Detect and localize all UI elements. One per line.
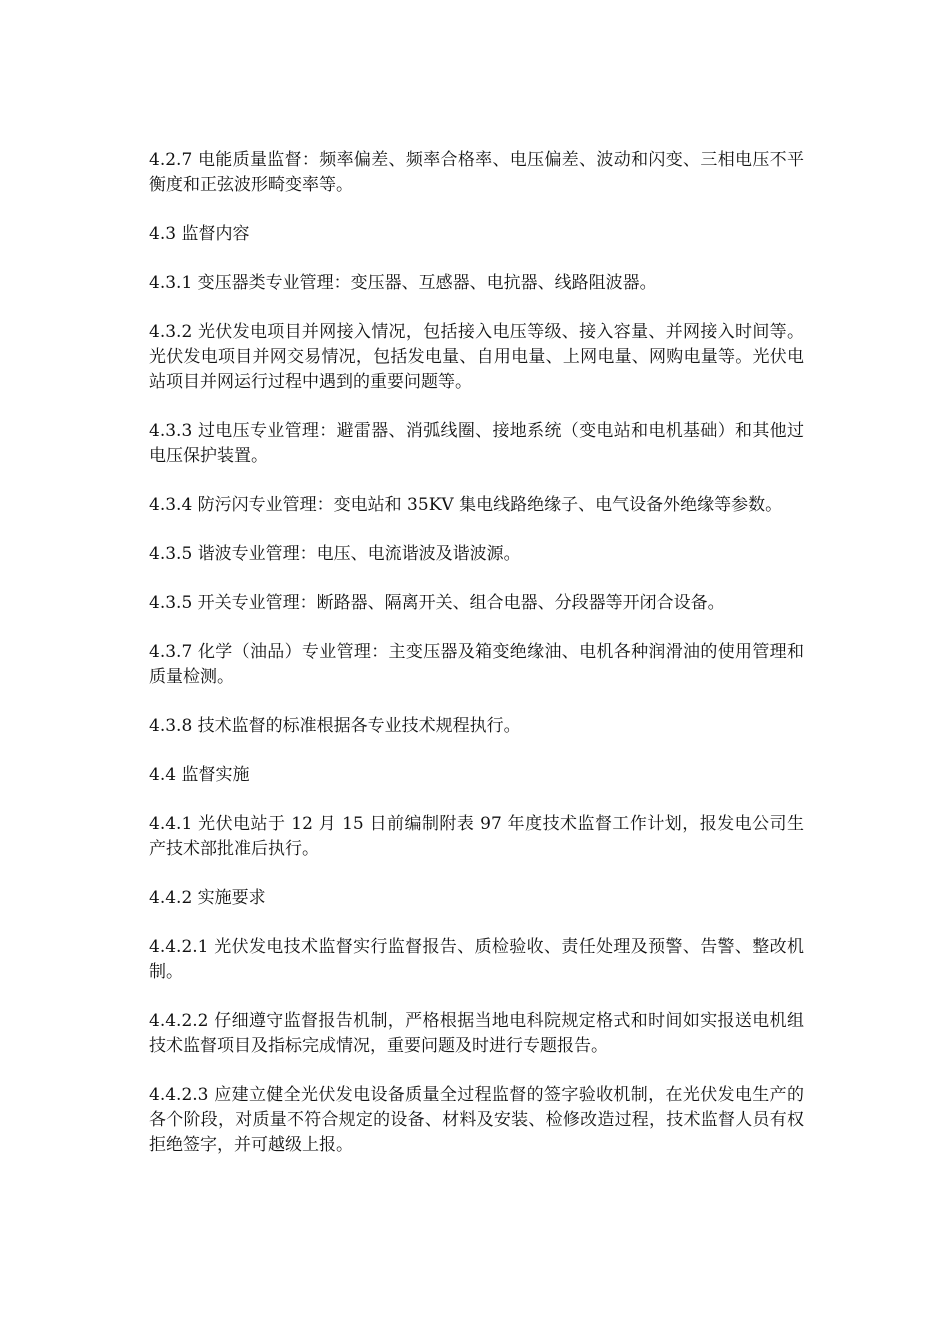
heading-4-4-2: 4.4.2 实施要求 bbox=[149, 888, 266, 908]
paragraph-4-2-7: 4.2.7 电能质量监督：频率偏差、频率合格率、电压偏差、波动和闪变、三相电压不平衡度和正弦波形畸变率等。 bbox=[149, 150, 804, 195]
paragraph-4-3-2: 4.3.2 光伏发电项目并网接入情况，包括接入电压等级、接入容量、并网接入时间等。光伏发电项目并网交易情况，包括发电量、自用电量、上网电量、网购电量等。光伏电站项目并网运行过程中遇到的重要问题等。 bbox=[149, 322, 804, 392]
paragraph-4-4-1: 4.4.1 光伏电站于 12 月 15 日前编制附表 97 年度技术监督工作计划，报发电公司生产技术部批准后执行。 bbox=[149, 814, 804, 859]
paragraph-4-4-2-3: 4.4.2.3 应建立健全光伏发电设备质量全过程监督的签字验收机制，在光伏发电生产的各个阶段，对质量不符合规定的设备、材料及安装、检修改造过程，技术监督人员有权拒绝签字，并可越级上报。 bbox=[149, 1085, 804, 1155]
paragraph-4-3-4: 4.3.4 防污闪专业管理：变电站和 35KV 集电线路绝缘子、电气设备外绝缘等参数。 bbox=[149, 495, 783, 515]
document-page bbox=[149, 148, 804, 1182]
paragraph-4-3-3: 4.3.3 过电压专业管理：避雷器、消弧线圈、接地系统（变电站和电机基础）和其他过电压保护装置。 bbox=[149, 421, 804, 466]
paragraph-4-3-8: 4.3.8 技术监督的标准根据各专业技术规程执行。 bbox=[149, 716, 521, 736]
paragraph-4-3-1: 4.3.1 变压器类专业管理：变压器、互感器、电抗器、线路阻波器。 bbox=[149, 273, 657, 293]
paragraph-4-3-5-harmonics: 4.3.5 谐波专业管理：电压、电流谐波及谐波源。 bbox=[149, 544, 521, 564]
paragraph-4-4-2-2: 4.4.2.2 仔细遵守监督报告机制，严格根据当地电科院规定格式和时间如实报送电机组技术监督项目及指标完成情况，重要问题及时进行专题报告。 bbox=[149, 1011, 804, 1056]
paragraph-4-3-5-switch: 4.3.5 开关专业管理：断路器、隔离开关、组合电器、分段器等开闭合设备。 bbox=[149, 593, 725, 613]
paragraph-4-3-7: 4.3.7 化学（油品）专业管理：主变压器及箱变绝缘油、电机各种润滑油的使用管理和质量检测。 bbox=[149, 642, 804, 687]
heading-4-3: 4.3 监督内容 bbox=[149, 224, 250, 244]
heading-4-4: 4.4 监督实施 bbox=[149, 765, 250, 785]
paragraph-4-4-2-1: 4.4.2.1 光伏发电技术监督实行监督报告、质检验收、责任处理及预警、告警、整改机制。 bbox=[149, 937, 804, 982]
